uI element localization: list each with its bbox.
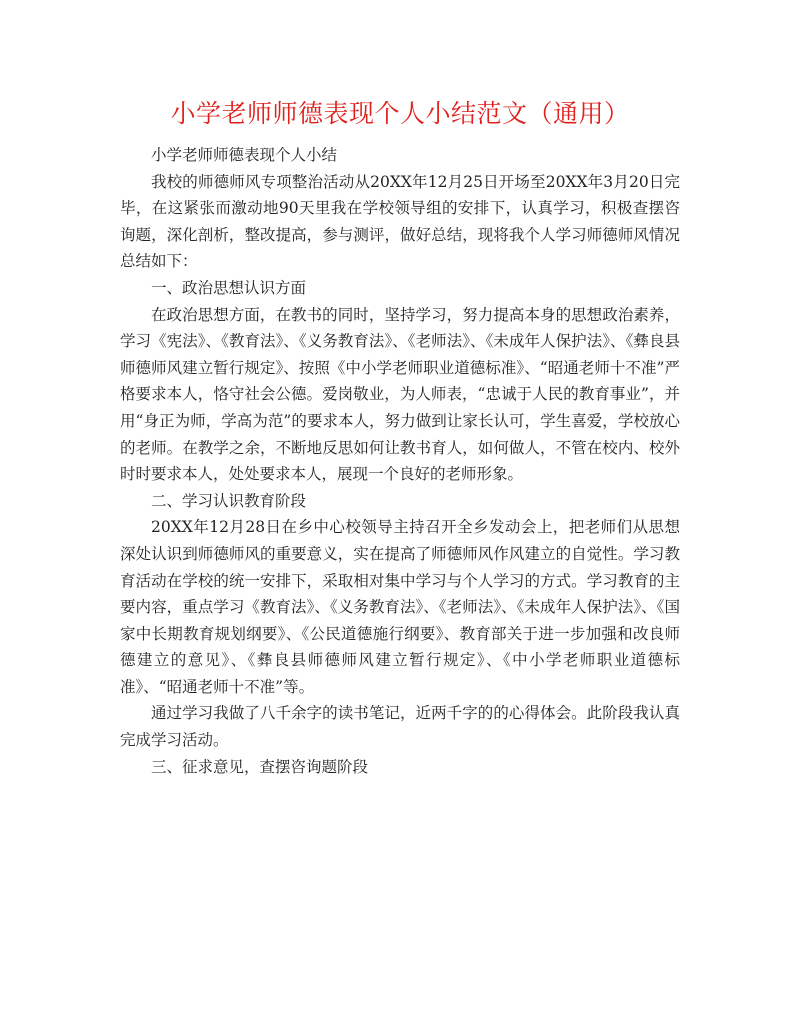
study-paragraph: 20XX年12月28日在乡中心校领导主持召开全乡发动会上，把老师们从思想深处认识到师德师风的重要意义，实在提高了师德师风作风建立的自觉性。学习教育活动在学校的统一安排下，采取相对集中学习与个人学习的方式。学习教育的主要内容，重点学习《教育法》、《义务教育法》、《老师法》、《未成年人保护法》、《国家中长期教育规划纲要》、《公民道德施行纲要》、教育部关于进一步加强和改良师德建立的意见》、《彝良县师德师风建立暂行规定》、《中小学老师职业道德标准》、“昭通老师十不准”等。 [120,518,680,696]
section-heading-feedback: 三、征求意见，查摆咨询题阶段 [151,757,369,776]
section-heading-study: 二、学习认识教育阶段 [151,491,307,510]
political-paragraph: 在政治思想方面，在教书的同时，坚持学习，努力提高本身的思想政治素养，学习《宪法》、《教育法》、《义务教育法》、《老师法》、《未成年人保护法》、《彝良县师德师风建立暂行规定》、按照《中小学老师职业道德标准》、“昭通老师十不准”严格要求本人，恪守社会公德。爱岗敬业，为人师表，“忠诚于人民的教育事业”，并用“身正为师，学高为范”的要求本人，努力做到让家长认可，学生喜爱，学校放心的老师。在教学之余，不断地反思如何让教书育人，如何做人，不管在校内、校外时时要求本人，处处要求本人，展现一个良好的老师形象。 [120,305,680,484]
section-heading-political: 一、政治思想认识方面 [151,278,307,297]
notes-paragraph: 通过学习我做了八千余字的读书笔记，近两千字的的心得体会。此阶段我认真完成学习活动。 [120,704,680,750]
intro-paragraph: 我校的师德师风专项整治活动从20XX年12月25日开场至20XX年3月20日完毕，在这紧张而激动地90天里我在学校领导组的安排下，认真学习，积极查摆咨询题，深化剖析，整改提高，参与测评，做好总结，现将我个人学习师德师风情况总结如下： [120,172,680,271]
subtitle-paragraph: 小学老师师德表现个人小结 [151,146,338,164]
document-title: 小学老师师德表现个人小结范文（通用） [170,99,630,128]
document-body [120,142,680,780]
